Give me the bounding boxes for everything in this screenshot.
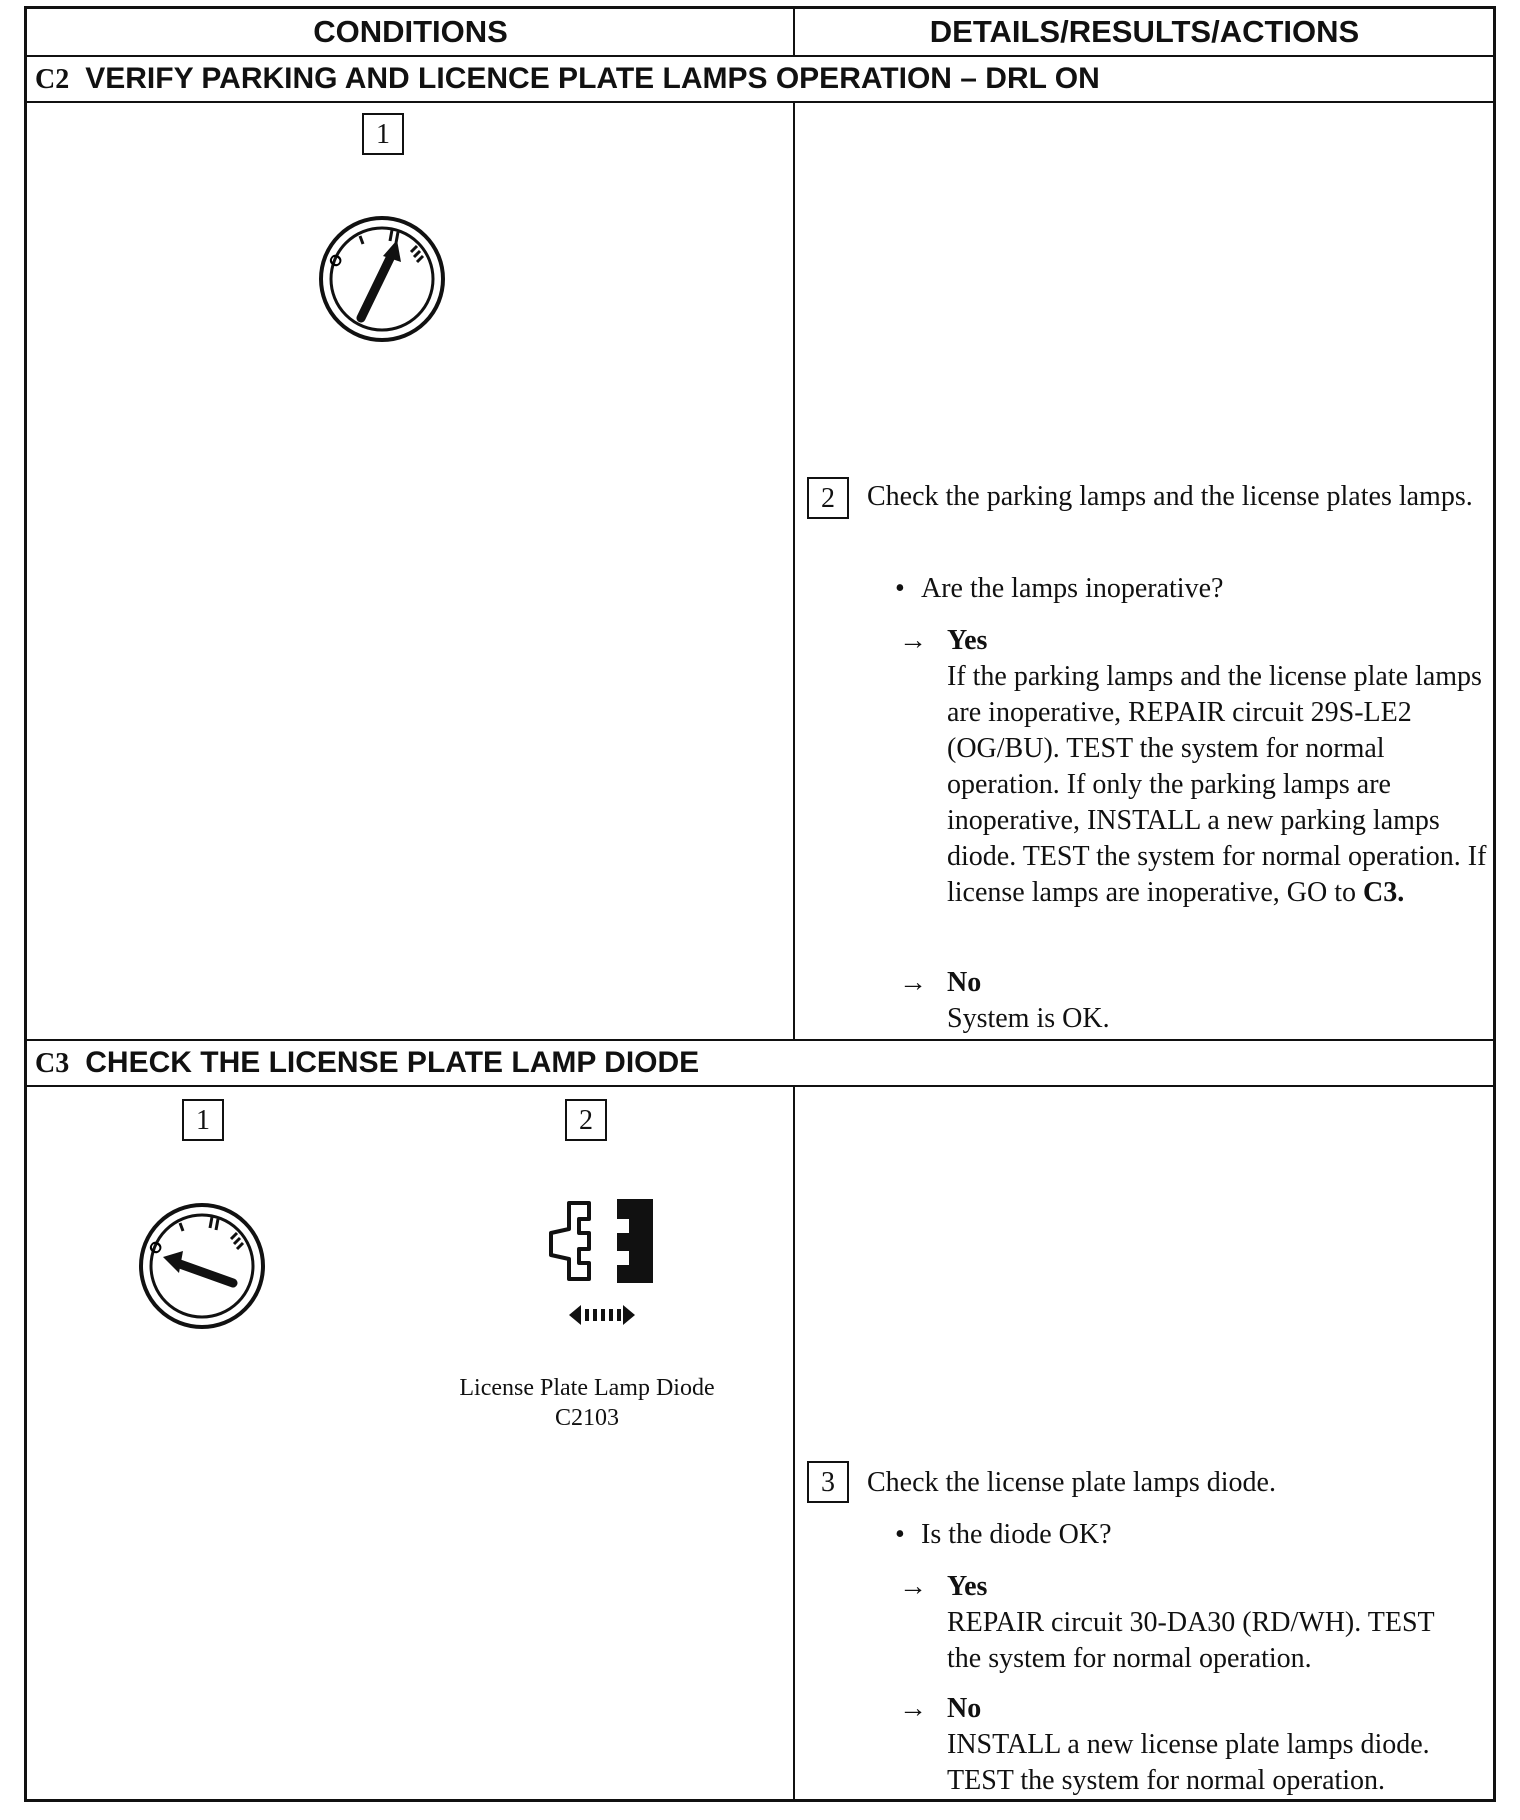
divider bbox=[793, 101, 795, 1039]
answer-yes bbox=[899, 1569, 1489, 1679]
divider bbox=[793, 1085, 795, 1799]
bullet-icon: • bbox=[895, 573, 905, 604]
answer-no bbox=[899, 1691, 1489, 1801]
question-text: Is the diode OK? bbox=[921, 1519, 1112, 1550]
divider bbox=[793, 9, 795, 55]
answer-body: If the parking lamps and the license plate lamps are inoperative, REPAIR circuit 29S-LE2 (OG/BU). TEST the system for normal operation. If only the parking lamps are inoperative, INSTALL a new parking lamps diode. TEST the system for normal operation. If license lamps are inoperative, GO to bbox=[947, 661, 1487, 908]
caption-line: C2103 bbox=[554, 1405, 619, 1431]
step-question bbox=[895, 1517, 1475, 1553]
section-title-text: CHECK THE LICENSE PLATE LAMP DIODE bbox=[85, 1046, 700, 1079]
condition-step-1: 1 bbox=[182, 1099, 224, 1141]
question-text: Are the lamps inoperative? bbox=[921, 573, 1224, 604]
step-instruction: Check the license plate lamps diode. bbox=[867, 1467, 1276, 1498]
arrow-right-icon: → bbox=[899, 625, 927, 656]
step-number-2: 2 bbox=[807, 477, 849, 519]
connector-disconnect-icon bbox=[517, 1189, 667, 1329]
condition-step-1: 1 bbox=[362, 113, 404, 155]
ignition-switch-icon bbox=[137, 1201, 267, 1331]
svg-text:O: O bbox=[146, 1238, 168, 1259]
answer-label: Yes bbox=[947, 625, 988, 656]
connector-caption bbox=[427, 1373, 747, 1433]
section-id: C2 bbox=[35, 64, 70, 95]
svg-text:O: O bbox=[326, 251, 348, 272]
answer-label: No bbox=[947, 967, 982, 998]
answer-text bbox=[947, 659, 1487, 911]
answer-label: Yes bbox=[947, 1571, 988, 1602]
step-number-3: 3 bbox=[807, 1461, 849, 1503]
diagnostic-table bbox=[24, 6, 1496, 1802]
answer-text: REPAIR circuit 30-DA30 (RD/WH). TEST the system for normal operation. bbox=[947, 1607, 1435, 1674]
section-title-text: VERIFY PARKING AND LICENCE PLATE LAMPS OPERATION – DRL ON bbox=[85, 62, 1100, 95]
divider bbox=[27, 1085, 1493, 1087]
step-instruction: Check the parking lamps and the license plates lamps. bbox=[867, 481, 1473, 512]
column-header-details: DETAILS/RESULTS/ACTIONS bbox=[929, 14, 1360, 49]
answer-text: System is OK. bbox=[947, 1003, 1110, 1034]
answer-label: No bbox=[947, 1693, 982, 1724]
section-title-c2 bbox=[35, 57, 1100, 101]
column-header-conditions: CONDITIONS bbox=[313, 14, 508, 49]
bullet-icon: • bbox=[895, 1519, 905, 1550]
section-title-c3 bbox=[35, 1041, 699, 1085]
arrow-right-icon: → bbox=[899, 967, 927, 998]
answer-yes bbox=[899, 623, 1489, 953]
answer-text: INSTALL a new license plate lamps diode. TEST the system for normal operation. bbox=[947, 1729, 1430, 1796]
caption-line: License Plate Lamp Diode bbox=[459, 1375, 715, 1401]
step-question bbox=[895, 571, 1475, 607]
section-id: C3 bbox=[35, 1048, 70, 1079]
answer-no bbox=[899, 965, 1489, 1037]
condition-step-2: 2 bbox=[565, 1099, 607, 1141]
divider bbox=[27, 101, 1493, 103]
arrow-right-icon: → bbox=[899, 1571, 927, 1602]
arrow-right-icon: → bbox=[899, 1693, 927, 1724]
ignition-switch-icon bbox=[317, 214, 447, 344]
goto-link[interactable]: C3. bbox=[1362, 877, 1405, 908]
